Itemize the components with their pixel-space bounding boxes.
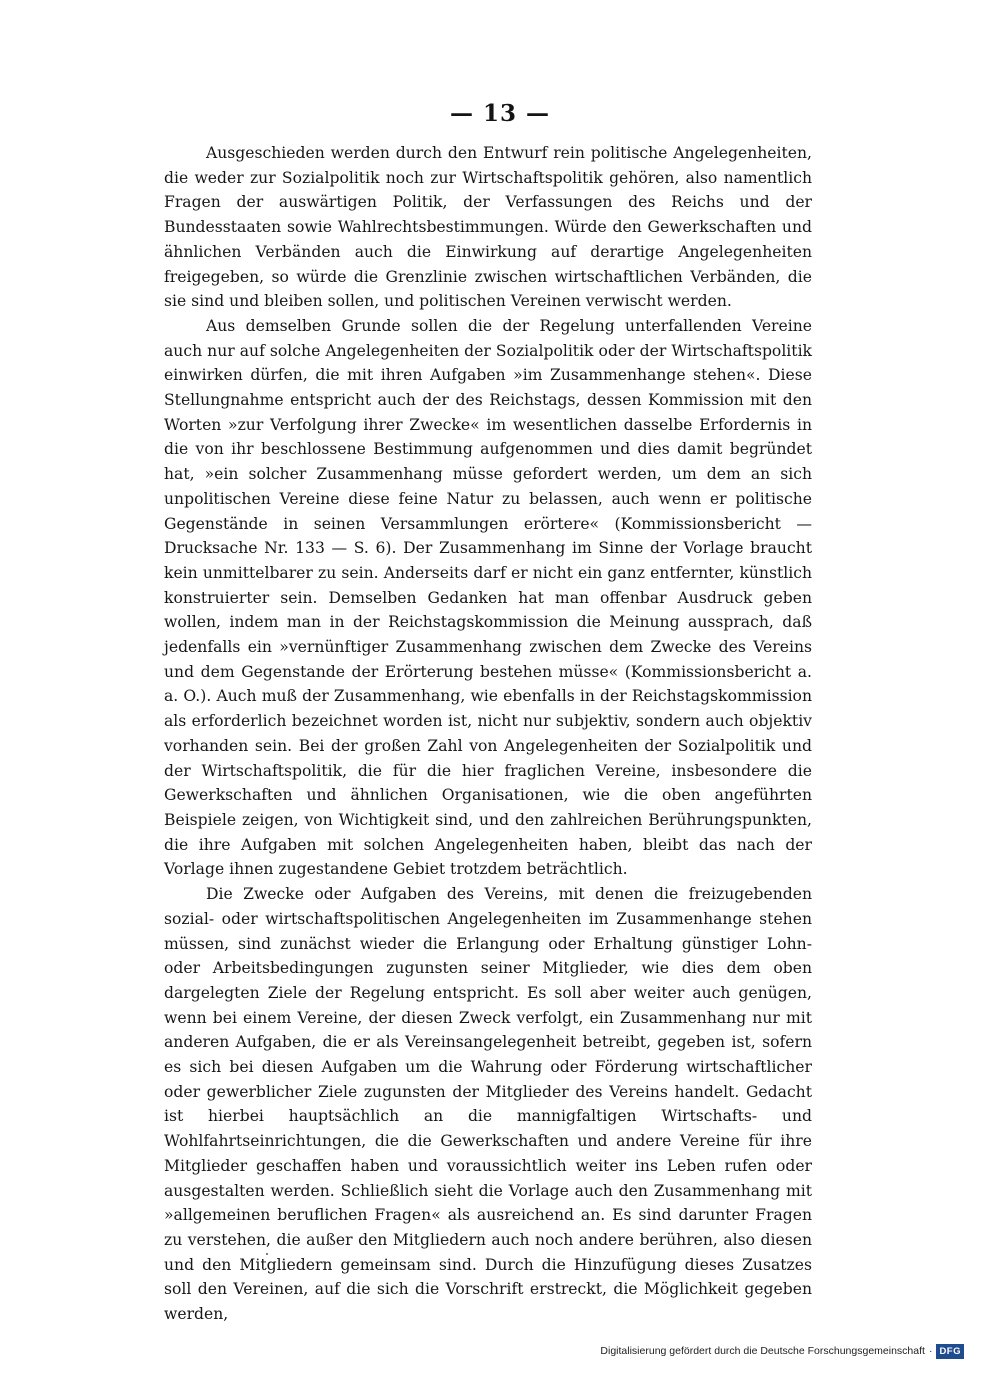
footer-credit-text: Digitalisierung gefördert durch die Deutsche Forschungsgemeinschaft xyxy=(600,1345,925,1357)
footer-credit xyxy=(600,1342,964,1360)
paragraph-2: Aus demselben Grunde sollen die der Regelung unterfallenden Vereine auch nur auf solche Angelegenheiten der Sozialpolitik oder der Wirtschaftspolitik einwirken dürfen, die mit ihren Aufgaben »im Zusammenhange stehen«. Diese Stellungnahme entspricht auch der des Reichstags, dessen Kommission mit den Worten »zur Verfolgung ihrer Zwecke« im wesentlichen dasselbe Erfordernis in die von ihr beschlossene Bestimmung aufgenommen und dies damit begründet hat, »ein solcher Zusammenhang müsse gefordert werden, um dem an sich unpolitischen Vereine diese feine Natur zu belassen, auch wenn er politische Gegenstände in seinen Versammlungen erörtere« (Kommissionsbericht — Drucksache Nr. 133 — S. 6). Der Zusammenhang im Sinne der Vorlage braucht kein unmittelbarer zu sein. Anderseits darf er nicht ein ganz entfernter, künstlich konstruierter sein. Demselben Gedanken hat man offenbar Ausdruck geben wollen, indem man in der Reichstagskommission die Meinung aussprach, daß jedenfalls ein »vernünftiger Zusammenhang zwischen dem Zwecke des Vereins und dem Gegenstande der Erörterung bestehen müsse« (Kommissionsbericht a. a. O.). Auch muß der Zusammenhang, wie ebenfalls in der Reichstagskommission als erforderlich bezeichnet worden ist, nicht nur subjektiv, sondern auch objektiv vorhanden sein. Bei der großen Zahl von Angelegenheiten der Sozialpolitik und der Wirtschaftspolitik, die für die hier fraglichen Vereine, insbesondere die Gewerkschaften und ähnlichen Organisationen, wie die oben angeführten Beispiele zeigen, von Wichtigkeit sind, und den zahlreichen Berührungspunkten, die ihre Aufgaben mit solchen Angelegenheiten haben, bleibt das nach der Vorlage ihnen zugestandene Gebiet trotzdem beträchtlich. xyxy=(164,316,812,879)
body-text xyxy=(164,141,812,1327)
paragraph-3: Die Zwecke oder Aufgaben des Vereins, mit denen die freizugebenden sozial- oder wirtschaftspolitischen Angelegenheiten im Zusammenhange stehen müssen, sind zunächst wieder die Erlangung oder Erhaltung günstiger Lohn- oder Arbeitsbedingungen zugunsten seiner Mitglieder, wie dies dem oben dargelegten Ziele der Regelung entspricht. Es soll aber weiter auch genügen, wenn bei einem Vereine, der diesen Zweck verfolgt, ein Zusammenhang nur mit anderen Aufgaben, die er als Vereinsangelegenheit betreibt, gegeben ist, sofern es sich bei diesen Aufgaben um die Wahrung oder Förderung wirtschaftlicher oder gewerblicher Ziele zugunsten der Mitglieder des Vereins handelt. Gedacht ist hierbei hauptsächlich an die mannigfaltigen Wirtschafts- und Wohlfahrtseinrichtungen, die die Gewerkschaften und andere Vereine für ihre Mitglieder geschaffen haben und voraussichtlich weiter ins Leben rufen oder ausgestalten werden. Schließlich sieht die Vorlage auch den Zusammenhang mit »allgemeinen beruflichen Fragen« als ausreichend an. Es sind darunter Fragen zu verstehen, die außer den Mitgliedern auch noch andere berühren, also diesen und den Mitgliedern gemeinsam sind. Durch die Hinzufügung dieses Zusatzes soll den Vereinen, auf die sich die Vorschrift erstreckt, die Möglichkeit gegeben werden, xyxy=(164,885,812,1324)
paragraph-1: Ausgeschieden werden durch den Entwurf rein politische Angelegenheiten, die weder zur Sozialpolitik noch zur Wirtschaftspolitik gehören, also namentlich Fragen der auswärtigen Politik, der Verfassungen des Reichs und der Bundesstaaten sowie Wahlrechtsbestimmungen. Würde den Gewerkschaften und ähnlichen Verbänden auch die Einwirkung auf derartige Angelegenheiten freigegeben, so würde die Grenzlinie zwischen wirtschaftlichen Verbänden, die sie sind und bleiben sollen, und politischen Vereinen verwischt werden. xyxy=(164,144,812,311)
dfg-logo: DFG xyxy=(936,1344,964,1359)
scan-speck xyxy=(266,1253,268,1255)
page-number: — 13 — xyxy=(449,100,551,127)
footer-separator: · xyxy=(928,1345,933,1357)
